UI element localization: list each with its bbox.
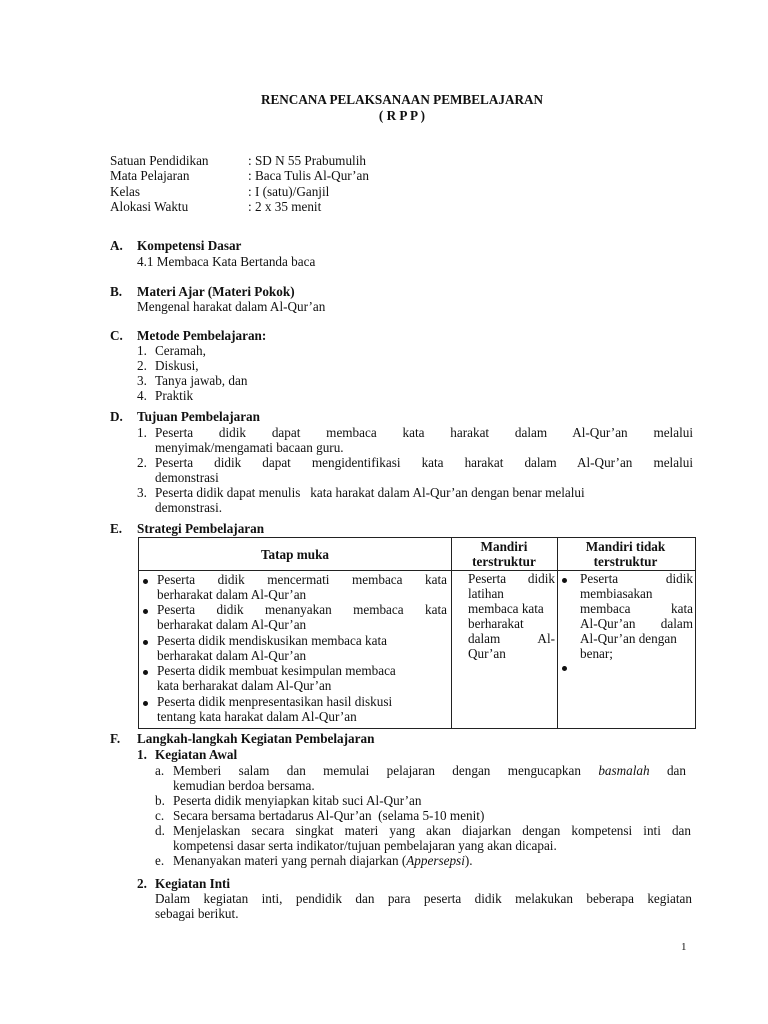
activity-line: kemudian berdoa bersama. <box>173 778 315 793</box>
table-item-line: Peserta didik mencermati membaca kata <box>157 572 447 587</box>
identity-value: : I (satu)/Ganjil <box>248 184 330 199</box>
bullet-icon <box>143 670 148 675</box>
document-subtitle: ( R P P ) <box>378 108 426 123</box>
objective-line: Peserta didik dapat mengidentifikasi kata harakat dalam Al-Qur’an melalui <box>155 455 693 470</box>
activity-line: Peserta didik menyiapkan kitab suci Al-Qur’an <box>173 793 422 808</box>
objective-line: Peserta didik dapat membaca kata harakat dalam Al-Qur’an melalui <box>155 425 693 440</box>
activity-text: Memberi salam dan memulai pelajaran dengan mengucapkan <box>173 763 599 778</box>
table-item-line: berharakat dalam Al-Qur’an <box>157 648 307 663</box>
activity-line: Secara bersama bertadarus Al-Qur’an (selama 5-10 menit) <box>173 808 485 823</box>
header-mandiri-tidak: terstruktur <box>593 554 658 569</box>
identity-label: Satuan Pendidikan <box>110 153 209 168</box>
subsection-number: 1. <box>137 747 147 762</box>
section-b-body: Mengenal harakat dalam Al-Qur’an <box>137 299 326 314</box>
activity-text: ). <box>464 853 473 868</box>
activity-line: Menjelaskan secara singkat materi yang akan diajarkan dengan kompetensi inti dan <box>173 823 691 838</box>
tidak-line: Al-Qur’an dalam <box>580 616 693 631</box>
list-number: 4. <box>137 388 147 403</box>
activity-text: Menanyakan materi yang pernah diajarkan ( <box>173 853 407 868</box>
header-mandiri-tidak: Mandiri tidak <box>585 539 666 554</box>
list-number: 3. <box>137 373 147 388</box>
header-mandiri: terstruktur <box>472 554 536 569</box>
identity-value: : 2 x 35 menit <box>248 199 322 214</box>
activity-line: kompetensi dasar serta indikator/tujuan pembelajaran yang akan dicapai. <box>173 838 557 853</box>
list-letter: e. <box>155 853 165 868</box>
list-letter: a. <box>155 763 165 778</box>
table-item-line: tentang kata harakat dalam Al-Qur’an <box>157 709 357 724</box>
method-item: Tanya jawab, dan <box>155 373 248 388</box>
subsection-title: Kegiatan Inti <box>155 876 231 891</box>
header-tatap-muka: Tatap muka <box>260 547 330 562</box>
mandiri-line: latihan <box>468 586 504 601</box>
mandiri-line: Peserta didik <box>468 571 555 586</box>
list-letter: c. <box>155 808 165 823</box>
identity-label: Kelas <box>110 184 141 199</box>
method-item: Praktik <box>155 388 194 403</box>
mandiri-line: Qur’an <box>468 646 506 661</box>
strategy-table <box>138 537 696 729</box>
mandiri-line: berharakat <box>468 616 524 631</box>
method-item: Diskusi, <box>155 358 199 373</box>
section-f-letter: F. <box>110 731 121 746</box>
document-title: RENCANA PELAKSANAAN PEMBELAJARAN <box>260 92 544 107</box>
list-letter: b. <box>155 793 165 808</box>
list-number: 1. <box>137 343 147 358</box>
section-f-title: Langkah-langkah Kegiatan Pembelajaran <box>137 731 375 746</box>
objective-line: demonstrasi. <box>155 500 223 515</box>
table-item-line: kata berharakat dalam Al-Qur’an <box>157 678 332 693</box>
table-item-line: Peserta didik membuat kesimpulan membaca <box>157 663 396 678</box>
list-number: 3. <box>137 485 147 500</box>
page-number: 1 <box>681 941 687 953</box>
bullet-icon <box>562 578 567 583</box>
section-a-body: 4.1 Membaca Kata Bertanda baca <box>137 254 316 269</box>
list-number: 1. <box>137 425 147 440</box>
table-item-line: berharakat dalam Al-Qur’an <box>157 587 307 602</box>
identity-value: : Baca Tulis Al-Qur’an <box>248 168 370 183</box>
activity-text: dan <box>649 763 686 778</box>
table-item-line: Peserta didik mendiskusikan membaca kata <box>157 633 387 648</box>
tidak-line: benar; <box>580 646 613 661</box>
section-e-letter: E. <box>110 521 123 536</box>
tidak-line: membiasakan <box>580 586 653 601</box>
objective-line: Peserta didik dapat menulis kata harakat dalam Al-Qur’an dengan benar melalui <box>155 485 585 500</box>
activity-emphasis: Appersepsi <box>406 853 465 868</box>
subsection-number: 2. <box>137 876 147 891</box>
table-item-line: Peserta didik menpresentasikan hasil diskusi <box>157 694 393 709</box>
section-a-title: Kompetensi Dasar <box>137 238 242 253</box>
mandiri-line: dalam Al- <box>468 631 555 646</box>
mandiri-line: membaca kata <box>468 601 544 616</box>
list-number: 2. <box>137 455 147 470</box>
activity-emphasis: basmalah <box>598 763 650 778</box>
section-b-title: Materi Ajar (Materi Pokok) <box>137 284 295 299</box>
bullet-icon <box>143 701 148 706</box>
bullet-icon <box>562 666 567 671</box>
objective-line: menyimak/mengamati bacaan guru. <box>155 440 344 455</box>
bullet-icon <box>143 640 148 645</box>
section-c-letter: C. <box>110 328 123 343</box>
tidak-line: membaca kata <box>580 601 693 616</box>
list-letter: d. <box>155 823 165 838</box>
bullet-icon <box>143 609 148 614</box>
paragraph-line: sebagai berikut. <box>155 906 239 921</box>
identity-label: Mata Pelajaran <box>110 168 190 183</box>
table-item-line: Peserta didik menanyakan membaca kata <box>157 602 447 617</box>
bullet-icon <box>143 579 148 584</box>
section-d-title: Tujuan Pembelajaran <box>137 409 260 424</box>
tidak-line: Al-Qur’an dengan <box>580 631 677 646</box>
section-b-letter: B. <box>110 284 123 299</box>
paragraph-line: Dalam kegiatan inti, pendidik dan para peserta didik melakukan beberapa kegiatan <box>155 891 692 906</box>
identity-value: : SD N 55 Prabumulih <box>248 153 366 168</box>
identity-label: Alokasi Waktu <box>110 199 189 214</box>
activity-line <box>173 853 473 868</box>
tidak-line: Peserta didik <box>580 571 693 586</box>
method-item: Ceramah, <box>155 343 206 358</box>
section-c-title: Metode Pembelajaran: <box>137 328 267 343</box>
objective-line: demonstrasi <box>155 470 219 485</box>
list-number: 2. <box>137 358 147 373</box>
activity-line <box>173 763 686 778</box>
subsection-title: Kegiatan Awal <box>155 747 238 762</box>
section-a-letter: A. <box>110 238 123 253</box>
section-d-letter: D. <box>110 409 123 424</box>
section-e-title: Strategi Pembelajaran <box>137 521 265 536</box>
table-item-line: berharakat dalam Al-Qur’an <box>157 617 307 632</box>
header-mandiri: Mandiri <box>480 539 528 554</box>
